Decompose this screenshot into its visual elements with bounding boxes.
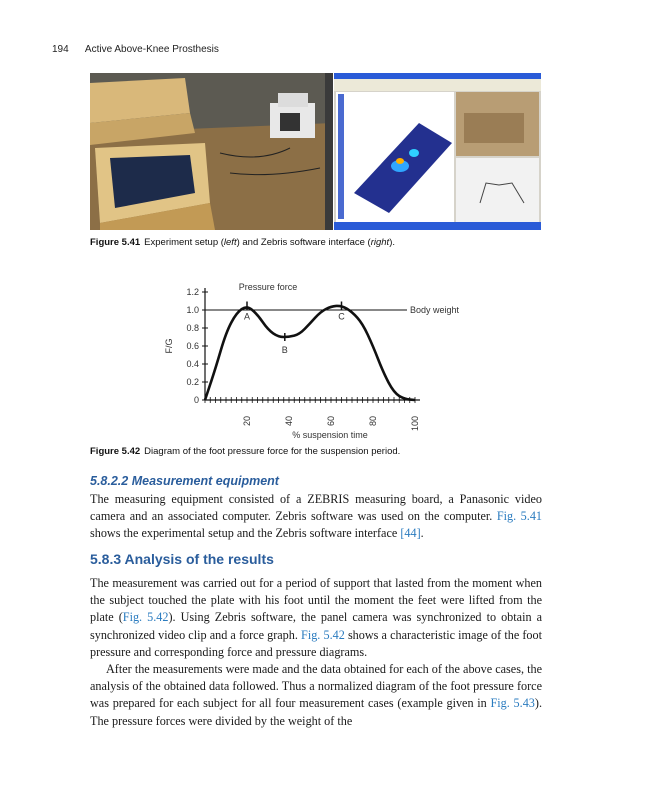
paragraph-text: The measuring equipment consisted of a ZEBRIS measuring board, a Panasonic video camera and an associated computer. Zebris software was used on the computer. — [90, 492, 542, 524]
x-tick-label: 100 — [410, 416, 420, 432]
running-title: Active Above-Knee Prosthesis — [84, 44, 219, 55]
figure-5-42-caption — [90, 446, 400, 457]
citation-link[interactable]: [44] — [400, 526, 421, 541]
y-tick-label: 0.6 — [186, 341, 199, 351]
body-weight-label: Body weight — [410, 305, 460, 315]
y-tick-label: 0.2 — [186, 377, 199, 387]
chart-title: Pressure force — [238, 282, 298, 292]
point-label: A — [243, 311, 251, 322]
paragraph-text: shows the experimental setup and the Zebris software interface — [90, 526, 401, 541]
figure-reference-link[interactable]: Fig. 5.43 — [490, 696, 535, 711]
x-tick-label: 60 — [326, 416, 336, 427]
paragraph-text: ). The pressure forces were divided by the weight of the — [90, 696, 542, 728]
y-tick-label: 1.2 — [186, 287, 199, 297]
figure-reference-link[interactable]: Fig. 5.42 — [122, 610, 169, 625]
section-heading-5-8-3: 5.8.3 Analysis of the results — [90, 551, 274, 567]
x-tick-label: 40 — [284, 416, 294, 427]
point-label: B — [281, 345, 288, 355]
paragraph-text: After the measurements were made and the data obtained for each of the above cases, the analysis of the obtained data followed. Thus a normalized diagram of the foot pressure force was prepared for each subject for all four measurement cases (example given in — [90, 662, 542, 711]
figure-label: Figure 5.41 — [90, 237, 141, 248]
caption-text: ) and Zebris software interface ( — [236, 237, 371, 248]
page-number: 194 — [52, 44, 69, 55]
section-heading-5-8-2-2: 5.8.2.2 Measurement equipment — [90, 474, 279, 488]
x-axis-label: % suspension time — [292, 430, 368, 440]
caption-text: Experiment setup ( — [144, 237, 224, 248]
paragraph-text: ). Using Zebris software, the panel camera was synchronized to obtain a synchronized video clip and a force graph. — [90, 610, 542, 642]
point-label: C — [338, 311, 345, 322]
figure-reference-link[interactable]: Fig. 5.42 — [301, 627, 345, 642]
caption-text: Diagram of the foot pressure force for the suspension period. — [144, 446, 401, 457]
paragraph-measurement-equipment — [90, 491, 542, 543]
caption-emphasis: right — [370, 237, 390, 248]
y-tick-label: 1.0 — [186, 305, 199, 315]
y-tick-label: 0 — [193, 395, 199, 405]
paragraph-continuation — [90, 661, 542, 730]
caption-emphasis: left — [223, 237, 237, 248]
figure-label: Figure 5.42 — [90, 446, 141, 457]
caption-text: ). — [389, 237, 395, 248]
figure-reference-link[interactable]: Fig. 5.41 — [496, 509, 543, 524]
paragraph-text: The measurement was carried out for a period of support that lasted from the moment when the subject touched the plate with his foot until the moment the feet were lifted from the plate ( — [90, 576, 542, 625]
zebris-software-drawing — [334, 73, 541, 230]
y-axis-label: F/G — [164, 338, 174, 354]
paragraph-analysis-results — [90, 575, 542, 730]
running-header — [52, 44, 219, 55]
pressure-force-chart — [160, 280, 490, 445]
pressure-force-curve — [205, 306, 415, 400]
experiment-photo-drawing — [90, 73, 333, 230]
paragraph-text: . — [420, 526, 424, 541]
y-tick-label: 0.8 — [186, 323, 199, 333]
paragraph-text: shows a characteristic image of the foot pressure and corresponding force and pressure diagrams. — [90, 627, 542, 659]
y-tick-label: 0.4 — [186, 359, 199, 369]
figure-5-41-caption — [90, 237, 395, 248]
experiment-setup-photo — [90, 73, 333, 230]
x-tick-label: 20 — [242, 416, 252, 427]
zebris-software-screenshot — [334, 73, 541, 230]
x-tick-label: 80 — [368, 416, 378, 427]
